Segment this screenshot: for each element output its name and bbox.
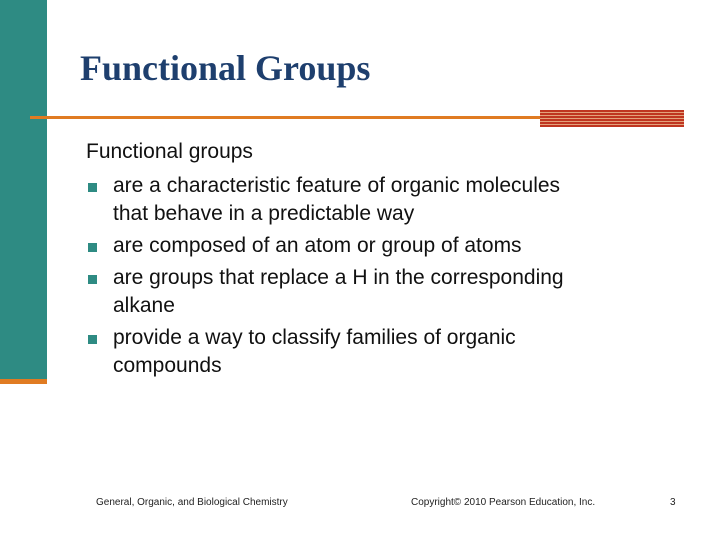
bullet-item [86,232,686,260]
page-number: 3 [670,497,676,508]
body-heading: Functional groups [86,140,253,163]
title-divider-stripe-block [540,110,684,127]
bullet-text: are a characteristic feature of organic molecules [113,174,561,197]
square-bullet-icon [88,183,97,192]
bullet-item [86,264,686,320]
bullet-list [86,172,686,380]
footer-copyright: Copyright© 2010 Pearson Education, Inc. [411,497,596,508]
bullet-text: compounds [113,354,222,377]
slide-title: Functional Groups [80,48,371,88]
square-bullet-icon [88,243,97,252]
bullet-text: are composed of an atom or group of atoms [113,234,522,257]
bullet-text: alkane [113,294,175,317]
square-bullet-icon [88,335,97,344]
left-accent-bar-stripe [0,379,47,384]
footer-course-title: General, Organic, and Biological Chemistry [96,497,288,508]
bullet-text: provide a way to classify families of organic [113,326,516,349]
bullet-text: that behave in a predictable way [113,202,415,225]
bullet-text: are groups that replace a H in the corresponding [113,266,564,289]
bullet-item [86,324,686,380]
left-accent-bar [0,0,47,384]
bullet-item [86,172,686,228]
slide-body [86,136,686,380]
square-bullet-icon [88,275,97,284]
